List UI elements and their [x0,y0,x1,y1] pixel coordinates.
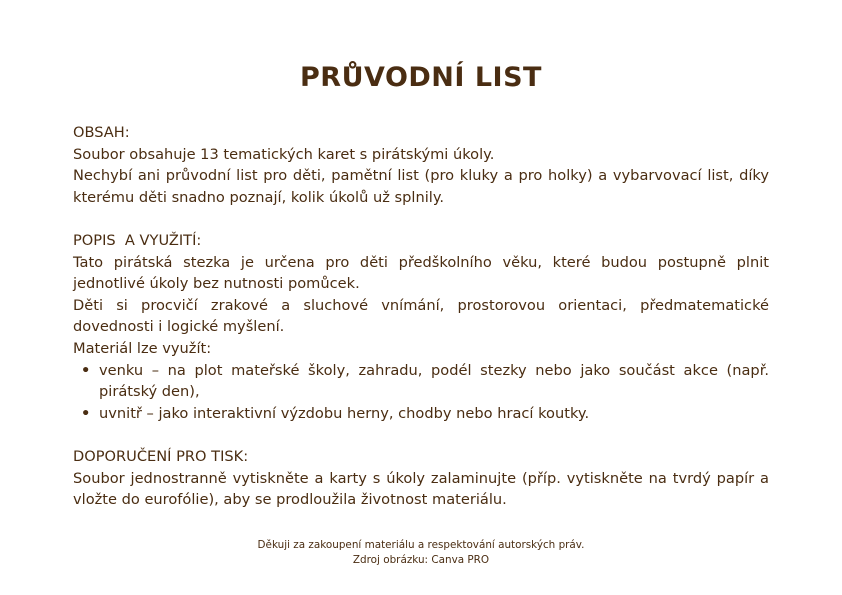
usage-list [73,360,769,425]
obsah-paragraph-1: Soubor obsahuje 13 tematických karet s pirátskými úkoly. [73,145,495,163]
popis-paragraph-2: Děti si procvičí zrakové a sluchové vnímání, prostorovou orientaci, předmatematické dovednosti i logické myšlení. [73,296,769,336]
bullet-icon: • [81,404,91,422]
section-heading-obsah: OBSAH: [73,124,130,141]
section-spacer [73,208,769,230]
list-item-text: uvnitř – jako interaktivní výzdobu herny, chodby nebo hrací koutky. [99,404,590,422]
popis-paragraph-3: Materiál lze využít: [73,339,212,357]
footer-image-source: Zdroj obrázku: Canva PRO [352,553,490,566]
footer [0,538,842,568]
section-heading-popis: POPIS A VYUŽITÍ: [73,231,202,249]
section-popis [73,230,769,424]
document-body [73,122,769,511]
page-title: PRŮVODNÍ LIST [300,62,542,93]
section-obsah [73,122,769,208]
popis-paragraph-1: Tato pirátská stezka je určena pro děti předškolního věku, které budou postupně plnit jednotlivé úkoly bez nutnosti pomůcek. [73,253,769,293]
list-item [73,360,769,403]
tisk-paragraph-1: Soubor jednostranně vytiskněte a karty s úkoly zalaminujte (příp. vytiskněte na tvrdý papír a vložte do eurofólie), aby se prodloužila životnost materiálu. [73,469,769,509]
section-spacer [73,424,769,446]
bullet-icon: • [81,361,91,379]
footer-thanks: Děkuji za zakoupení materiálu a respektování autorských práv. [257,539,585,551]
section-tisk [73,446,769,511]
obsah-paragraph-2: Nechybí ani průvodní list pro děti, pamětní list (pro kluky a pro holky) a vybarvovací list, díky kterému děti snadno poznají, kolik úkolů už splnily. [73,167,769,206]
list-item-text: venku – na plot mateřské školy, zahradu, podél stezky nebo jako součást akce (např. pirátský den), [99,361,769,401]
section-heading-tisk: DOPORUČENÍ PRO TISK: [73,447,249,465]
list-item [73,403,769,425]
